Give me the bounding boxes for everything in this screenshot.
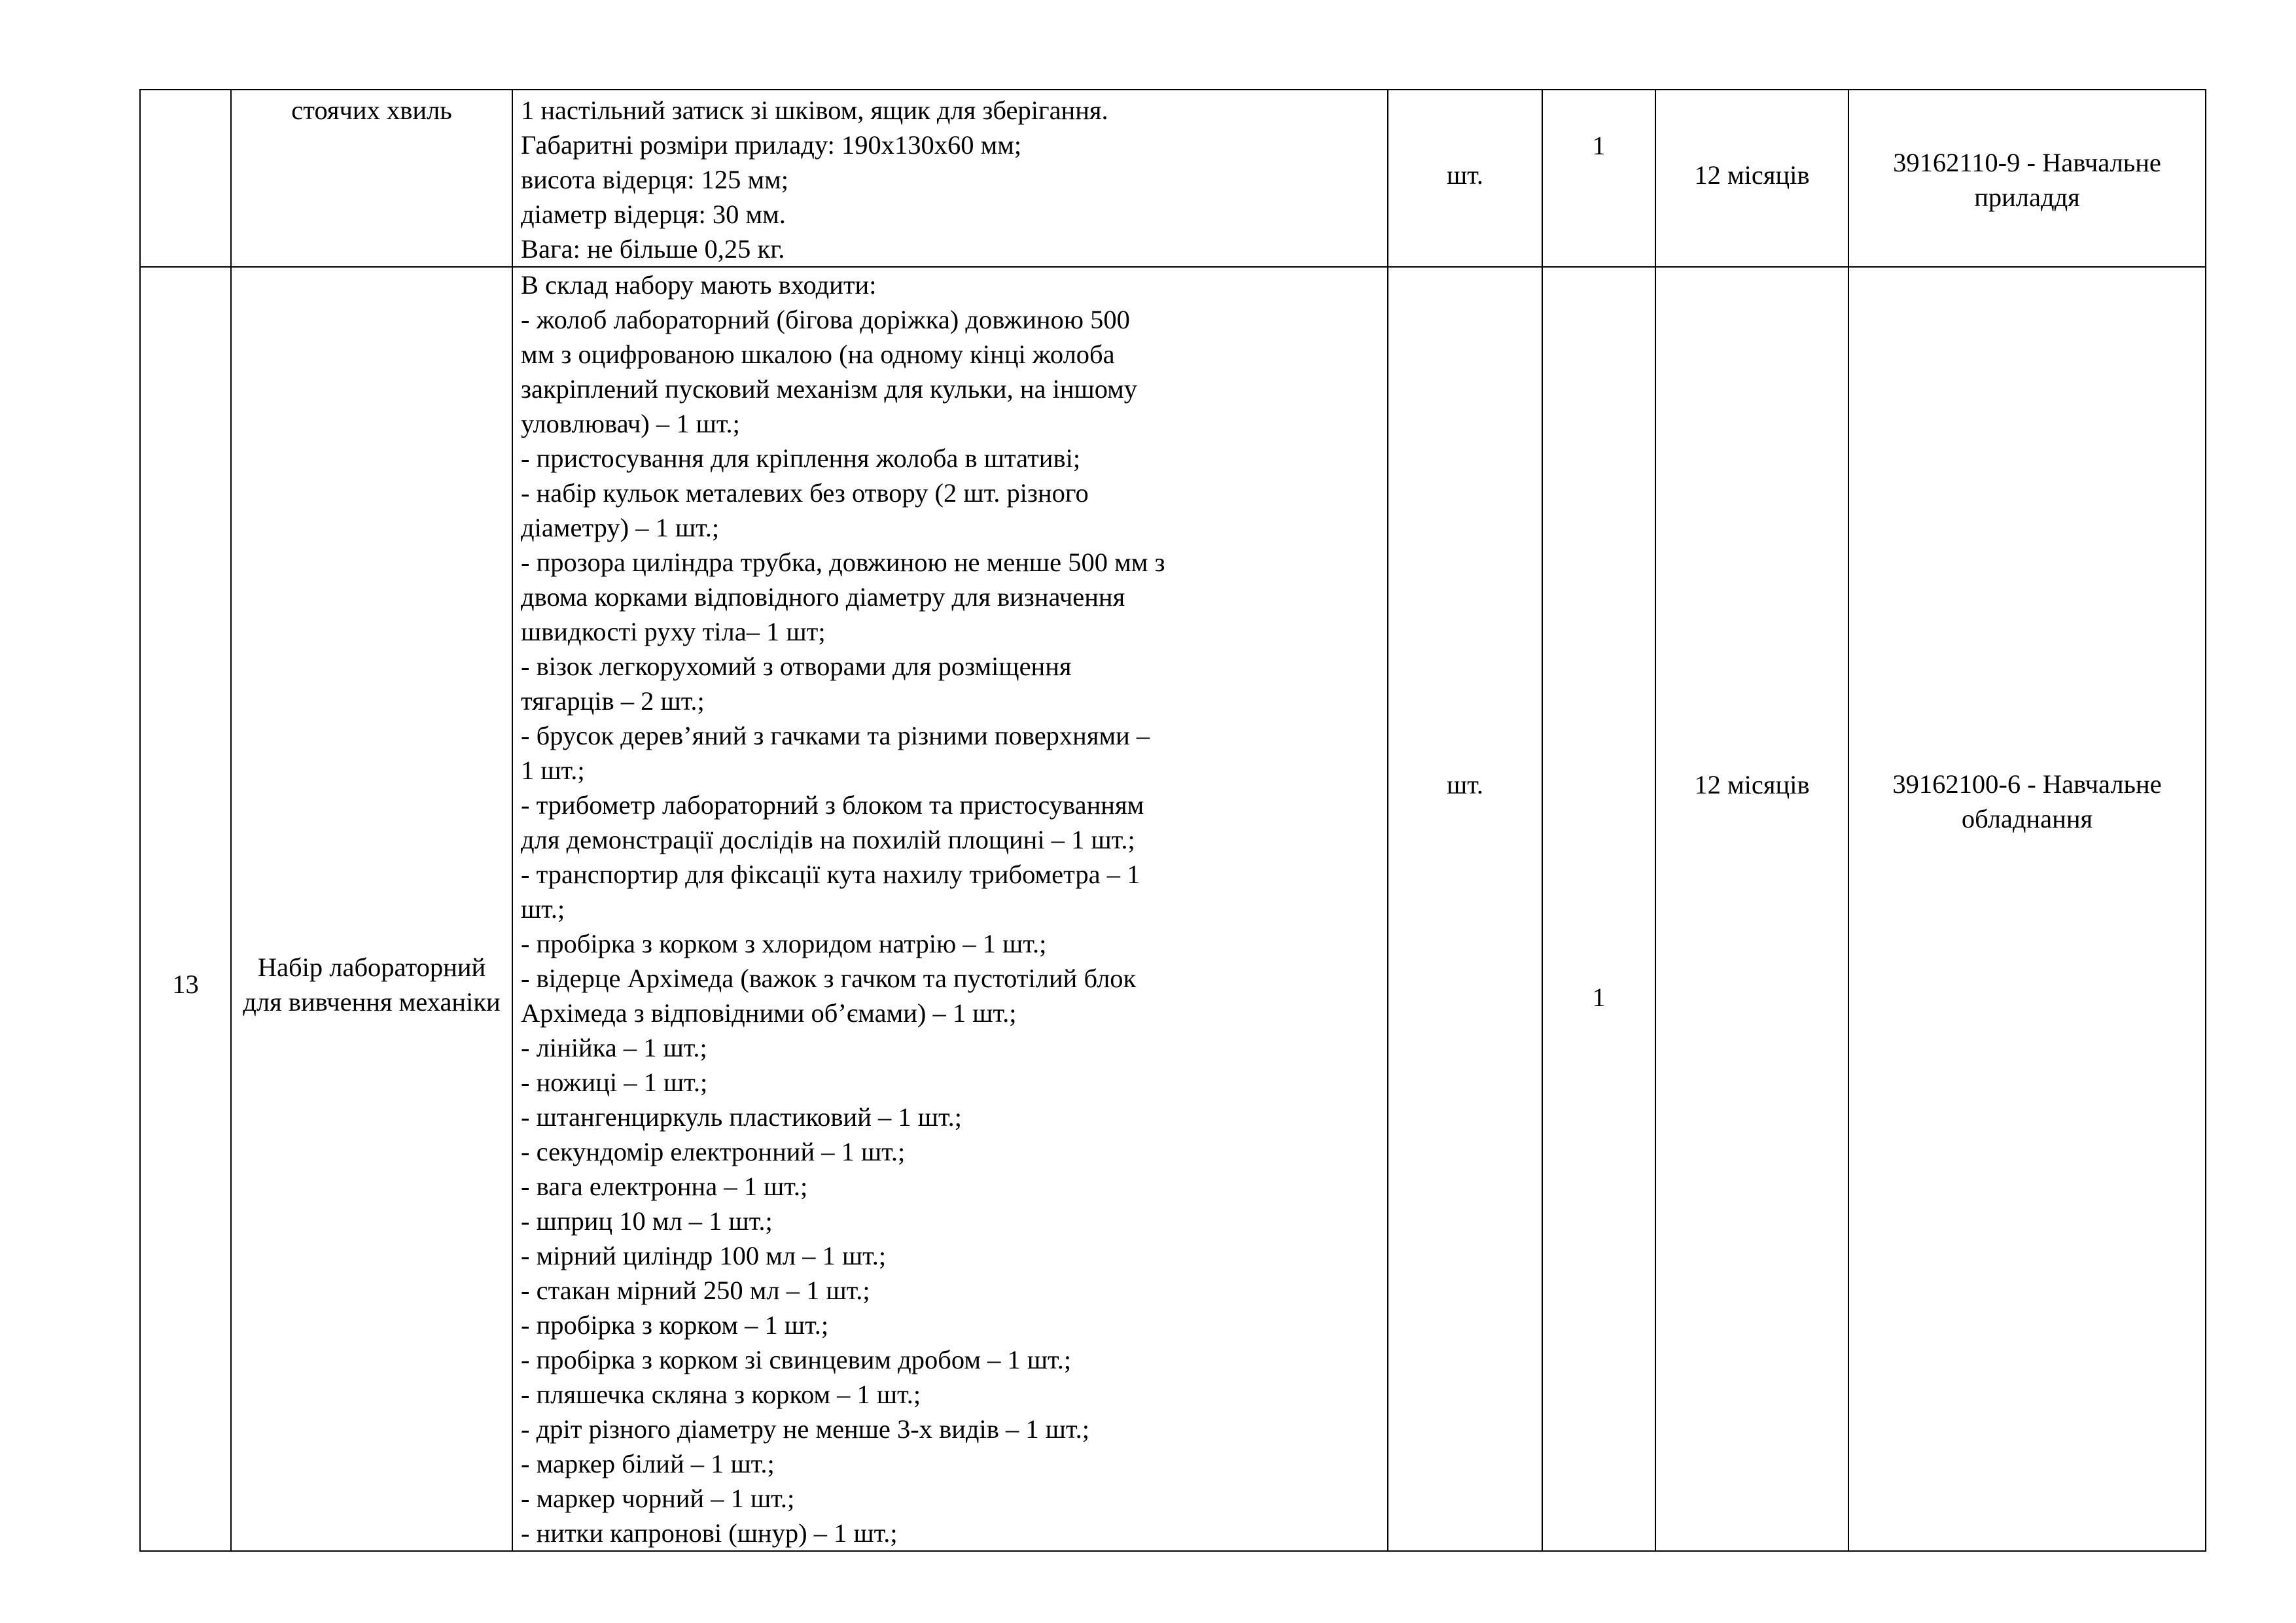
unit-text: шт.: [1447, 770, 1483, 799]
description-line: В склад набору мають входити:: [521, 270, 877, 300]
description-line: двома корками відповідного діаметру для визначення: [521, 582, 1125, 612]
description-line: - брусок дерев’яний з гачками та різними поверхнями –: [521, 721, 1150, 750]
description-line: Вага: не більше 0,25 кг.: [521, 234, 785, 264]
item-warranty-cell: [1655, 267, 1848, 1551]
description-line: 1 шт.;: [521, 756, 585, 785]
description-line: мм з оцифрованою шкалою (на одному кінці жолоба: [521, 340, 1115, 369]
item-unit-cell: шт.: [1388, 90, 1542, 267]
description-line: - відерце Архімеда (важок з гачком та пустотілий блок: [521, 964, 1137, 993]
description-line: - ножиці – 1 шт.;: [521, 1068, 708, 1097]
description-line: висота відерця: 125 мм;: [521, 165, 789, 194]
item-description-cell: [512, 90, 1388, 267]
item-name-cell: Набір лабораторний для вивчення механіки: [231, 267, 512, 1551]
description-line: - нитки капронові (шнур) – 1 шт.;: [521, 1518, 898, 1548]
item-quantity-cell: 1: [1542, 90, 1655, 267]
description-line: для демонстрації дослідів на похилій площині – 1 шт.;: [521, 825, 1135, 854]
description-line: - пробірка з корком з хлоридом натрію – 1 шт.;: [521, 929, 1047, 958]
specification-table: [139, 89, 2206, 1552]
description-line: - секундомір електронний – 1 шт.;: [521, 1137, 906, 1166]
description-line: - дріт різного діаметру не менше 3-х видів – 1 шт.;: [521, 1414, 1089, 1444]
description-line: Архімеда з відповідними об’ємами) – 1 шт.;: [521, 998, 1017, 1028]
description-line: - транспортир для фіксації кута нахилу трибометра – 1: [521, 860, 1140, 889]
description-line: - трибометр лабораторний з блоком та пристосуванням: [521, 790, 1144, 820]
description-line: - стакан мірний 250 мл – 1 шт.;: [521, 1276, 870, 1305]
description-line: - прозора циліндра трубка, довжиною не менше 500 мм з: [521, 548, 1165, 577]
item-name-cell: стоячих хвиль: [231, 90, 512, 267]
description-line: - набір кульок металевих без отвору (2 шт. різного: [521, 478, 1089, 508]
item-code-cell: 39162110-9 - Навчальне приладдя: [1848, 90, 2206, 267]
description-line: уловлювач) – 1 шт.;: [521, 409, 740, 438]
description-line: діаметру) – 1 шт.;: [521, 513, 720, 542]
item-number-cell: [140, 90, 231, 267]
description-line: - пробірка з корком зі свинцевим дробом – 1 шт.;: [521, 1345, 1072, 1374]
item-description-cell: [512, 267, 1388, 1551]
description-line: - шприц 10 мл – 1 шт.;: [521, 1206, 773, 1236]
item-unit-cell: [1388, 267, 1542, 1551]
description-line: діаметр відерця: 30 мм.: [521, 200, 786, 229]
description-line: Габаритні розміри приладу: 190х130х60 мм;: [521, 130, 1022, 160]
description-line: - вага електронна – 1 шт.;: [521, 1172, 808, 1201]
warranty-text: 12 місяців: [1694, 770, 1810, 799]
description-line: - мірний циліндр 100 мл – 1 шт.;: [521, 1241, 887, 1270]
description-line: - лінійка – 1 шт.;: [521, 1033, 707, 1062]
description-line: швидкості руху тіла– 1 шт;: [521, 617, 826, 646]
description-line: 1 настільний затиск зі шківом, ящик для зберігання.: [521, 96, 1108, 125]
item-quantity-cell: 1: [1542, 267, 1655, 1551]
item-warranty-cell: 12 місяців: [1655, 90, 1848, 267]
description-line: - візок легкорухомий з отворами для розміщення: [521, 652, 1072, 681]
item-number-cell: 13: [140, 267, 231, 1551]
description-line: шт.;: [521, 894, 565, 924]
description-line: тягарців – 2 шт.;: [521, 686, 705, 716]
description-line: - пристосування для кріплення жолоба в штативі;: [521, 444, 1081, 473]
code-text: 39162100-6 - Навчальне обладнання: [1892, 769, 2162, 833]
description-line: - жолоб лабораторний (бігова доріжка) довжиною 500: [521, 305, 1130, 334]
description-line: закріплений пусковий механізм для кульки, на іншому: [521, 374, 1138, 404]
item-code-cell: [1848, 267, 2206, 1551]
table-row: [140, 90, 2206, 267]
table-row: [140, 267, 2206, 1551]
description-line: - штангенциркуль пластиковий – 1 шт.;: [521, 1102, 962, 1132]
description-line: - пробірка з корком – 1 шт.;: [521, 1310, 829, 1340]
description-line: - маркер чорний – 1 шт.;: [521, 1484, 795, 1513]
description-line: - пляшечка скляна з корком – 1 шт.;: [521, 1380, 921, 1409]
description-line: - маркер білий – 1 шт.;: [521, 1449, 775, 1478]
